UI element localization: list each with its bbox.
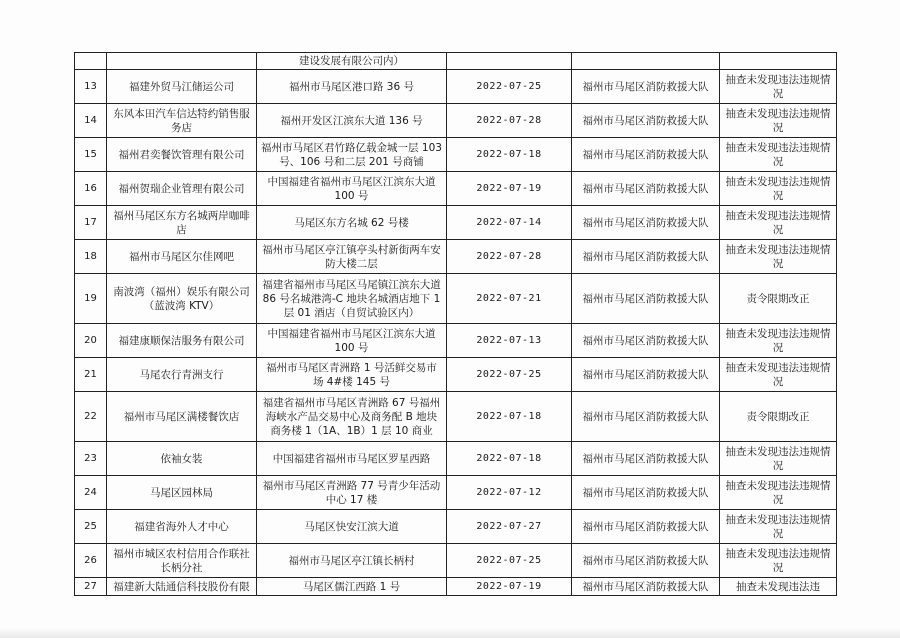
row-number: 18 bbox=[75, 240, 107, 274]
entity-name: 福州市马尾区满楼餐饮店 bbox=[107, 392, 257, 442]
inspection-result bbox=[720, 53, 837, 70]
entity-address: 中国福建省福州市马尾区江滨东大道 100 号 bbox=[257, 172, 447, 206]
scan-edge bbox=[0, 628, 900, 638]
inspection-result: 责令限期改正 bbox=[720, 274, 837, 324]
inspecting-department: 福州市马尾区消防救援大队 bbox=[572, 138, 720, 172]
inspecting-department bbox=[572, 53, 720, 70]
entity-name: 福建新大陆通信科技股份有限 bbox=[107, 578, 257, 596]
inspecting-department: 福州市马尾区消防救援大队 bbox=[572, 206, 720, 240]
row-number: 23 bbox=[75, 442, 107, 476]
entity-address: 中国福建省福州市马尾区江滨东大道 100 号 bbox=[257, 324, 447, 358]
table-row bbox=[75, 206, 837, 240]
inspection-result: 责令限期改正 bbox=[720, 392, 837, 442]
entity-address: 福州市马尾区亭江镇长柄村 bbox=[257, 544, 447, 578]
entity-address: 中国福建省福州市马尾区罗星西路 bbox=[257, 442, 447, 476]
table-row bbox=[75, 172, 837, 206]
inspecting-department: 福州市马尾区消防救援大队 bbox=[572, 240, 720, 274]
row-number bbox=[75, 53, 107, 70]
inspecting-department: 福州市马尾区消防救援大队 bbox=[572, 324, 720, 358]
entity-name: 福州马尾区东方名城两岸咖啡店 bbox=[107, 206, 257, 240]
table-row bbox=[75, 442, 837, 476]
inspection-date: 2022-07-12 bbox=[447, 476, 572, 510]
inspection-date: 2022-07-25 bbox=[447, 358, 572, 392]
entity-name: 福州君奕餐饮管理有限公司 bbox=[107, 138, 257, 172]
entity-name bbox=[107, 53, 257, 70]
table-row bbox=[75, 392, 837, 442]
entity-address: 马尾区快安江滨大道 bbox=[257, 510, 447, 544]
row-number: 27 bbox=[75, 578, 107, 596]
inspection-result: 抽查未发现违法违规情况 bbox=[720, 206, 837, 240]
entity-address: 建设发展有限公司内） bbox=[257, 53, 447, 70]
entity-name: 福州市城区农村信用合作联社长柄分社 bbox=[107, 544, 257, 578]
inspection-date: 2022-07-18 bbox=[447, 138, 572, 172]
inspection-result: 抽查未发现违法违规情况 bbox=[720, 70, 837, 104]
entity-name: 南波湾（福州）娱乐有限公司（蓝波湾 KTV） bbox=[107, 274, 257, 324]
table-row bbox=[75, 138, 837, 172]
table-row bbox=[75, 358, 837, 392]
table-row bbox=[75, 274, 837, 324]
inspection-result: 抽查未发现违法违规情况 bbox=[720, 138, 837, 172]
entity-name: 福建外贸马江储运公司 bbox=[107, 70, 257, 104]
inspection-date bbox=[447, 53, 572, 70]
entity-address: 福州开发区江滨东大道 136 号 bbox=[257, 104, 447, 138]
row-number: 24 bbox=[75, 476, 107, 510]
inspecting-department: 福州市马尾区消防救援大队 bbox=[572, 476, 720, 510]
inspecting-department: 福州市马尾区消防救援大队 bbox=[572, 544, 720, 578]
inspection-result: 抽查未发现违法违规情况 bbox=[720, 544, 837, 578]
row-number: 15 bbox=[75, 138, 107, 172]
inspecting-department: 福州市马尾区消防救援大队 bbox=[572, 442, 720, 476]
table-row bbox=[75, 578, 837, 596]
inspection-date: 2022-07-25 bbox=[447, 544, 572, 578]
entity-address: 马尾区儒江西路 1 号 bbox=[257, 578, 447, 596]
table-row bbox=[75, 510, 837, 544]
inspecting-department: 福州市马尾区消防救援大队 bbox=[572, 578, 720, 596]
row-number: 13 bbox=[75, 70, 107, 104]
table-row bbox=[75, 476, 837, 510]
entity-name: 东风本田汽车信达特约销售服务店 bbox=[107, 104, 257, 138]
entity-address: 福州市马尾区君竹路亿载金城一层 103 号、106 号和二层 201 号商铺 bbox=[257, 138, 447, 172]
inspection-date: 2022-07-13 bbox=[447, 324, 572, 358]
table-row-continuation bbox=[75, 53, 837, 70]
table-row bbox=[75, 324, 837, 358]
inspection-result: 抽查未发现违法违规情况 bbox=[720, 172, 837, 206]
row-number: 26 bbox=[75, 544, 107, 578]
inspection-result: 抽查未发现违法违规情况 bbox=[720, 104, 837, 138]
inspection-date: 2022-07-19 bbox=[447, 578, 572, 596]
entity-name: 福州市马尾区尔佳网吧 bbox=[107, 240, 257, 274]
inspection-date: 2022-07-19 bbox=[447, 172, 572, 206]
entity-address: 福州市马尾区港口路 36 号 bbox=[257, 70, 447, 104]
inspection-date: 2022-07-25 bbox=[447, 70, 572, 104]
entity-name: 福建省海外人才中心 bbox=[107, 510, 257, 544]
entity-name: 福州贺瑞企业管理有限公司 bbox=[107, 172, 257, 206]
row-number: 14 bbox=[75, 104, 107, 138]
row-number: 16 bbox=[75, 172, 107, 206]
row-number: 20 bbox=[75, 324, 107, 358]
entity-name: 依袖女装 bbox=[107, 442, 257, 476]
inspection-date: 2022-07-28 bbox=[447, 104, 572, 138]
row-number: 22 bbox=[75, 392, 107, 442]
entity-name: 马尾区园林局 bbox=[107, 476, 257, 510]
entity-address: 福州市马尾区亭江镇亭头村新街两车安防大楼二层 bbox=[257, 240, 447, 274]
table-body bbox=[75, 53, 837, 596]
entity-address: 福建省福州市马尾区青洲路 67 号福州海峡水产品交易中心及商务配 B 地块商务楼 1（1A、1B）1 层 10 商业 bbox=[257, 392, 447, 442]
inspection-result: 抽查未发现违法违规情况 bbox=[720, 510, 837, 544]
inspecting-department: 福州市马尾区消防救援大队 bbox=[572, 274, 720, 324]
inspection-result: 抽查未发现违法违规情况 bbox=[720, 358, 837, 392]
entity-name: 福建康顺保洁服务有限公司 bbox=[107, 324, 257, 358]
row-number: 21 bbox=[75, 358, 107, 392]
table-row bbox=[75, 70, 837, 104]
inspection-result: 抽查未发现违法违规情况 bbox=[720, 324, 837, 358]
inspection-date: 2022-07-18 bbox=[447, 442, 572, 476]
inspection-result: 抽查未发现违法违规情况 bbox=[720, 442, 837, 476]
table-row bbox=[75, 240, 837, 274]
inspection-table bbox=[74, 52, 837, 596]
entity-address: 马尾区东方名城 62 号楼 bbox=[257, 206, 447, 240]
inspection-result: 抽查未发现违法违 bbox=[720, 578, 837, 596]
inspecting-department: 福州市马尾区消防救援大队 bbox=[572, 510, 720, 544]
inspection-result: 抽查未发现违法违规情况 bbox=[720, 476, 837, 510]
entity-address: 福州市马尾区青洲路 1 号活鲜交易市场 4#楼 145 号 bbox=[257, 358, 447, 392]
inspecting-department: 福州市马尾区消防救援大队 bbox=[572, 70, 720, 104]
entity-address: 福州市马尾区青洲路 77 号青少年活动中心 17 楼 bbox=[257, 476, 447, 510]
table-row bbox=[75, 104, 837, 138]
inspecting-department: 福州市马尾区消防救援大队 bbox=[572, 104, 720, 138]
row-number: 17 bbox=[75, 206, 107, 240]
inspection-date: 2022-07-14 bbox=[447, 206, 572, 240]
inspection-date: 2022-07-18 bbox=[447, 392, 572, 442]
row-number: 25 bbox=[75, 510, 107, 544]
inspection-date: 2022-07-21 bbox=[447, 274, 572, 324]
inspecting-department: 福州市马尾区消防救援大队 bbox=[572, 172, 720, 206]
inspection-date: 2022-07-28 bbox=[447, 240, 572, 274]
entity-name: 马尾农行青洲支行 bbox=[107, 358, 257, 392]
inspection-date: 2022-07-27 bbox=[447, 510, 572, 544]
entity-address: 福建省福州市马尾区马尾镇江滨东大道 86 号名城港湾-C 地块名城酒店地下 1 层 01 酒店（自贸试验区内） bbox=[257, 274, 447, 324]
inspection-result: 抽查未发现违法违规情况 bbox=[720, 240, 837, 274]
inspecting-department: 福州市马尾区消防救援大队 bbox=[572, 392, 720, 442]
inspecting-department: 福州市马尾区消防救援大队 bbox=[572, 358, 720, 392]
row-number: 19 bbox=[75, 274, 107, 324]
table-row bbox=[75, 544, 837, 578]
